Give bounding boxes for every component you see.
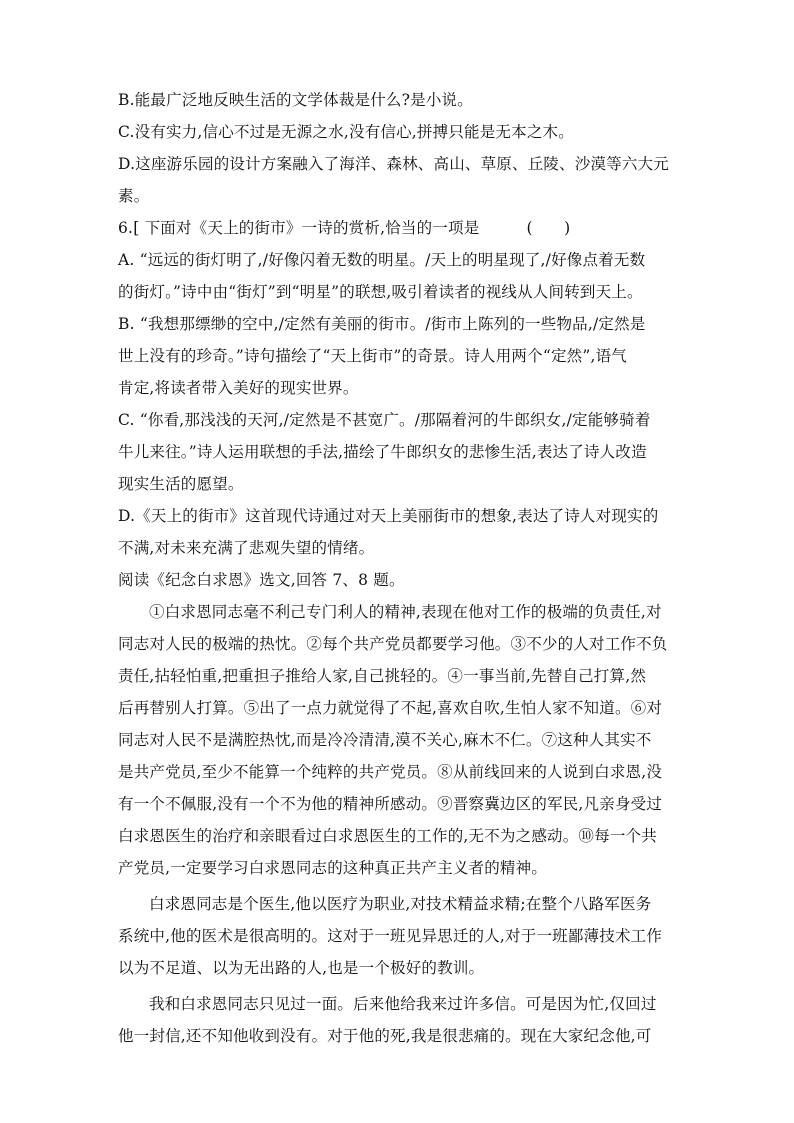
paragraph-line: 后再替别人打算。⑤出了一点力就觉得了不起,喜欢自吹,生怕人家不知道。⑥对 <box>118 699 663 717</box>
paragraph-line: 我和白求恩同志只见过一面。后来他给我来过许多信。可是因为忙,仅回过 <box>149 995 657 1013</box>
passage-paragraph-1 <box>118 596 684 884</box>
q6-option-b-line-2: 世上没有的珍奇。”诗句描绘了“天上街市”的奇景。诗人用两个“定然”,语气 <box>118 347 627 365</box>
paragraph-line: 是共产党员,至少不能算一个纯粹的共产党员。⑧从前线回来的人说到白求恩,没 <box>118 763 663 781</box>
paragraph-line: 白求恩医生的治疗和亲眼看过白求恩医生的工作的,无不为之感动。⑩每一个共 <box>118 827 657 845</box>
reading-intro: 阅读《纪念白求恩》选文,回答 7、8 题。 <box>118 571 405 589</box>
paragraph-line: 系统中,他的医术是很高明的。这对于一班见异思迁的人,对于一班鄙薄技术工作 <box>118 927 663 945</box>
option-b-line: B.能最广泛地反映生活的文学体裁是什么?是小说。 <box>118 91 473 109</box>
q6-option-c-line-1: C. “你看,那浅浅的天河,/定然是不甚宽广。/那隔着河的牛郎织女,/定能够骑着 <box>118 411 651 429</box>
passage-paragraph-2 <box>118 888 684 984</box>
document-page <box>118 84 684 1052</box>
q6-option-d-line-1: D.《天上的街市》这首现代诗通过对天上美丽街市的想象,表达了诗人对现实的 <box>118 507 659 525</box>
paragraph-line: 他一封信,还不知他收到没有。对于他的死,我是很悲痛的。现在大家纪念他,可 <box>118 1027 652 1045</box>
paragraph-line: 白求恩同志是个医生,他以医疗为职业,对技术精益求精;在整个八路军医务 <box>149 895 652 913</box>
q6-option-c-line-2: 牛儿来往。”诗人运用联想的手法,描绘了牛郎织女的悲惨生活,表达了诗人改造 <box>118 443 647 461</box>
option-c-line: C.没有实力,信心不过是无源之水,没有信心,拼搏只能是无本之木。 <box>118 123 574 141</box>
paragraph-line: 同志对人民的极端的热忱。②每个共产党员都要学习他。③不少的人对工作不负 <box>118 635 668 653</box>
paragraph-line: 责任,拈轻怕重,把重担子推给人家,自己挑轻的。④一事当前,先替自己打算,然 <box>118 667 647 685</box>
q6-option-a-line-1: A. “远远的街灯明了,/好像闪着无数的明星。/天上的明星现了,/好像点着无数 <box>118 251 646 269</box>
paragraph-line: 同志对人民不是满腔热忱,而是冷冷清清,漠不关心,麻木不仁。⑦这种人其实不 <box>118 731 652 749</box>
q6-option-b-line-1: B. “我想那缥缈的空中,/定然有美丽的街市。/街市上陈列的一些物品,/定然是 <box>118 315 646 333</box>
question-6-stem: 6.[ 下面对《天上的街市》一诗的赏析,恰当的一项是 ( ) <box>118 219 571 237</box>
q6-option-b-line-3: 肯定,将读者带入美好的现实世界。 <box>118 379 359 397</box>
paragraph-line: ①白求恩同志毫不利己专门利人的精神,表现在他对工作的极端的负责任,对 <box>149 603 662 621</box>
paragraph-line: 产党员,一定要学习白求恩同志的这种真正共产主义者的精神。 <box>118 859 548 877</box>
option-d-line-2: 素。 <box>118 187 150 205</box>
option-d-line-1: D.这座游乐园的设计方案融入了海洋、森林、高山、草原、丘陵、沙漠等六大元 <box>118 155 670 173</box>
paragraph-line: 有一个不佩服,没有一个不为他的精神所感动。⑨晋察冀边区的军民,凡亲身受过 <box>118 795 663 813</box>
q6-option-a-line-2: 的街灯。”诗中由“街灯”到“明星”的联想,吸引着读者的视线从人间转到天上。 <box>118 283 643 301</box>
q6-option-d-line-2: 不满,对未来充满了悲观失望的情绪。 <box>118 539 375 557</box>
paragraph-line: 以为不足道、以为无出路的人,也是一个极好的教训。 <box>118 959 485 977</box>
q6-option-c-line-3: 现实生活的愿望。 <box>118 475 244 493</box>
passage-paragraph-3 <box>118 988 684 1052</box>
